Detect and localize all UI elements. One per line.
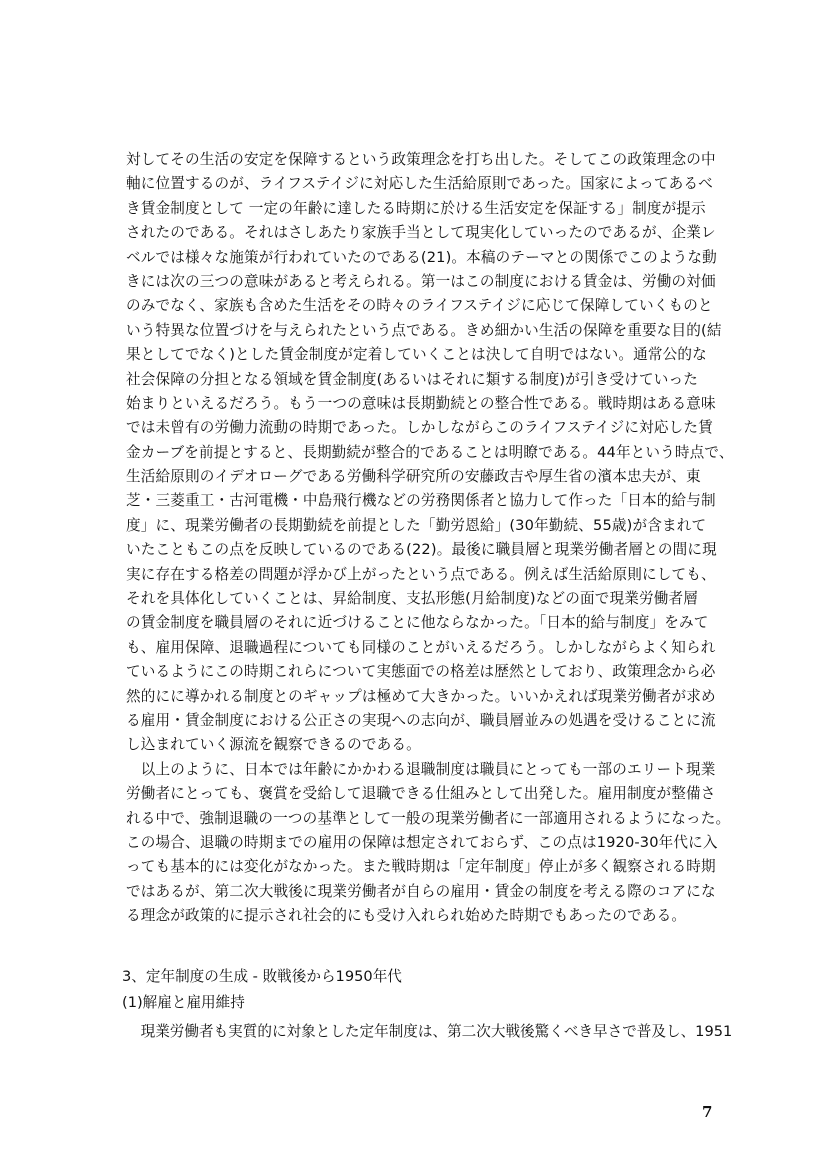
text-line: 労働者にとっても、褒賞を受給して退職できる仕組みとして出発した。雇用制度が整備さ bbox=[126, 785, 716, 803]
text-line: いう特異な位置づけを与えられたという点である。きめ細かい生活の保障を重要な目的(結 bbox=[126, 321, 722, 339]
text-line: る理念が政策的に提示され社会的にも受け入れられ始めた時期でもあったのである。 bbox=[126, 907, 687, 925]
text-line: いたこともこの点を反映しているのである(22)。最後に職員層と現業労働者層との間に現 bbox=[126, 541, 717, 559]
text-line: 金カーブを前提とすると、長期勤続が整合的であることは明瞭である。44年という時点で、 bbox=[126, 443, 734, 461]
text-line: 芝・三菱重工・古河電機・中島飛行機などの労務関係者と協力して作った「日本的給与制 bbox=[126, 492, 716, 510]
subsection-heading: (1)解雇と雇用維持 bbox=[122, 994, 245, 1011]
text-line: それを具体化していくことは、昇給制度、支払形態(月給制度)などの面で現業労働者層 bbox=[126, 590, 698, 608]
text-line: き賃金制度として 一定の年齢に達したる時期に於ける生活安定を保証する」制度が提示 bbox=[126, 199, 706, 217]
text-line: されたのである。それはさしあたり家族手当として現実化していったのであるが、企業レ bbox=[126, 224, 716, 242]
text-line: し込まれていく源流を観察できるのである。 bbox=[126, 736, 421, 754]
text-line: 実に存在する格差の問題が浮かび上がったという点である。例えば生活給原則にしても、 bbox=[126, 565, 716, 583]
text-line: 始まりといえるだろう。もう一つの意味は長期勤続との整合性である。戦時期はある意味 bbox=[126, 394, 716, 412]
text-line: 社会保障の分担となる領域を賃金制度(あるいはそれに類する制度)が引き受けていった bbox=[126, 370, 698, 388]
text-line: ているようにこの時期これらについて実態面での格差は歴然としており、政策理念から必 bbox=[126, 663, 716, 681]
text-line: きには次の三つの意味があると考えられる。第一はこの制度における賃金は、労働の対価 bbox=[126, 272, 716, 290]
text-line: っても基本的には変化がなかった。また戦時期は「定年制度」停止が多く観察される時期 bbox=[126, 858, 716, 876]
text-line: この場合、退職の時期までの雇用の保障は想定されておらず、この点は1920-30年代に入 bbox=[126, 833, 718, 851]
text-line: れる中で、強制退職の一つの基準として一般の現業労働者に一部適用されるようになった。 bbox=[126, 809, 731, 827]
section-heading: 3、定年制度の生成 - 敗戦後から1950年代 bbox=[122, 968, 402, 985]
text-line: 軸に位置するのが、ライフステイジに対応した生活給原則であった。国家によってあるべ bbox=[126, 175, 713, 193]
body-paragraph bbox=[126, 148, 734, 929]
text-line: では未曾有の労働力流動の時期であった。しかしながらこのライフステイジに対応した賃 bbox=[126, 419, 713, 437]
text-line: 然的にに導かれる制度とのギャップは極めて大きかった。いいかえれば現業労働者が求め bbox=[126, 687, 716, 705]
text-line: 果としてでなく)とした賃金制度が定着していくことは決して自明ではない。通常公的な bbox=[126, 346, 707, 364]
text-line: 以上のように、日本では年齢にかかわる退職制度は職員にとっても一部のエリート現業 bbox=[126, 760, 716, 778]
text-line: 生活給原則のイデオローグである労働科学研究所の安藤政吉や厚生省の濱本忠夫が、東 bbox=[126, 468, 701, 486]
text-line: のみでなく、家族も含めた生活をその時々のライフステイジに応じて保障していくものと bbox=[126, 297, 713, 315]
text-line: 度」に、現業労働者の長期勤続を前提とした「勤労恩給」(30年勤続、55歳)が含まれて bbox=[126, 516, 707, 534]
text-line: ではあるが、第二次大戦後に現業労働者が自らの雇用・賃金の制度を考える際のコアにな bbox=[126, 882, 716, 900]
text-line: の賃金制度を職員層のそれに近づけることに他ならなかった。「日本的給与制度」をみて bbox=[126, 614, 709, 632]
page-number: 7 bbox=[702, 1103, 713, 1121]
text-line: ベルでは様々な施策が行われていたのである(21)。本稿のテーマとの関係でこのような動 bbox=[126, 248, 717, 266]
text-line: る雇用・賃金制度における公正さの実現への志向が、職員層並みの処遇を受けることに流 bbox=[126, 711, 716, 729]
text-line: 対してその生活の安定を保障するという政策理念を打ち出した。そしてこの政策理念の中 bbox=[126, 151, 716, 168]
text-line: も、雇用保障、退職過程についても同様のことがいえるだろう。しかしながらよく知られ bbox=[126, 638, 716, 656]
body-text-after-heading: 現業労働者も実質的に対象とした定年制度は、第二次大戦後驚くべき早さで普及し、1951 bbox=[126, 1023, 733, 1040]
